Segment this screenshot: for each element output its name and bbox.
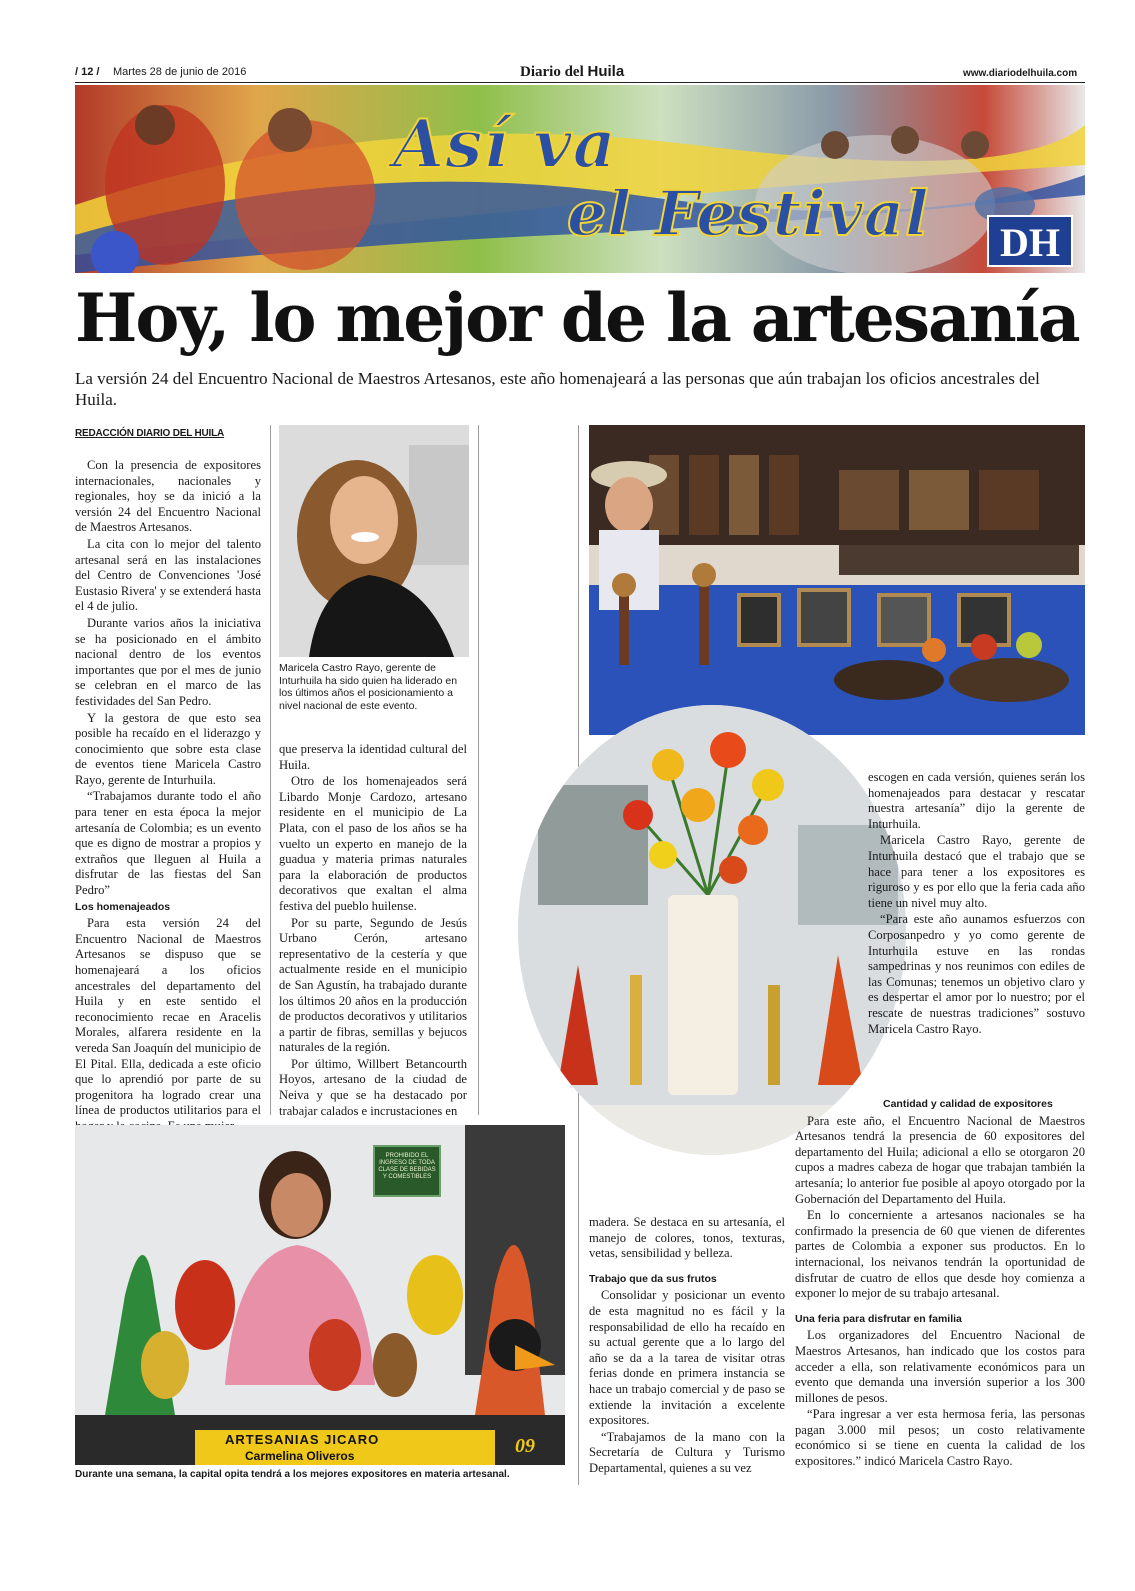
col3-subhead: Trabajo que da sus frutos (589, 1272, 717, 1285)
paper-name-a: Diario del (520, 64, 588, 80)
column-4 (868, 770, 1085, 1037)
col2-p4: Por último, Willbert Betancourth Hoyos, artesano de la ciudad de Neiva y que se ha destacado por trabajar calados e incrustaciones en (279, 1056, 467, 1118)
col1-subhead: Los homenajeados (75, 900, 171, 913)
col3-p3: “Trabajamos de la mano con la Secretaría de Cultura y Turismo Departamental, quienes a su vez (589, 1429, 785, 1475)
headline: Hoy, lo mejor de la artesanía (75, 279, 1079, 357)
column-4-lower (795, 1097, 1085, 1470)
col1-p3: Durante varios años la iniciativa se ha posicionado en el ámbito nacional dentro de los eventos importantes que por el mes de junio se celebran en el marco de las festividades del San Pedro. (75, 615, 261, 708)
paper-name (520, 63, 624, 81)
col2-p1: que preserva la identidad cultural del Huila. (279, 742, 467, 772)
page-date: Martes 28 de junio de 2016 (113, 66, 247, 78)
banner-title-line1: Así va (393, 105, 617, 183)
column-2 (279, 742, 467, 1119)
stall-photo (589, 425, 1085, 735)
stall-scene (589, 425, 1085, 735)
portrait-figure (279, 425, 469, 657)
website: www.diariodelhuila.com (963, 68, 1078, 79)
col2-p2: Otro de los homenajeados será Libardo Monje Cardozo, artesano residente en el municipio de La Plata, con el paso de los años se ha vuelto un experto en manejo de la guadua y materia primas naturales para la elaboración de productos decorativos que exaltan el alma festiva del pueblo huilense. (279, 774, 467, 913)
col1-p5: “Trabajamos durante todo el año para tener en esta época la mejor artesanía de Colombia; es un evento que es digno de mostrar a propios y extraños que lleguen al Huila a disfrutar de las fiestas del San Pedro” (75, 789, 261, 898)
no-food-sign: PROHIBIDO EL INGRESO DE TODA CLASE DE BEBIDAS Y COMESTIBLES (373, 1145, 441, 1197)
column-divider-2 (478, 425, 479, 1115)
artisan-photo (75, 1125, 565, 1465)
header-rule (75, 82, 1085, 83)
flowers-photo (518, 705, 906, 1155)
col1-p2: La cita con lo mejor del talento artesanal será en las instalaciones del Centro de Convenciones 'José Eustasio Rivera' y se extenderá hasta el 4 de julio. (75, 536, 261, 614)
col4-subhead-1: Cantidad y calidad de expositores (883, 1098, 1053, 1110)
page-number: / 12 / (75, 66, 100, 78)
banner-title-line2: el Festival (567, 177, 930, 250)
flowers-scene (518, 705, 906, 1155)
col4-subhead-2: Una feria para disfrutar en familia (795, 1312, 962, 1325)
column-1 (75, 458, 261, 1135)
artisan-scene (75, 1125, 565, 1465)
col4-p1: escogen en cada versión, quienes serán los homenajeados para destacar y rescatar nuestra artesanía” dijo la gerente de Inturhuila. (868, 770, 1085, 831)
artisan-caption: Durante una semana, la capital opita tendrá a los mejores expositores en materia artesanal. (75, 1469, 510, 1480)
column-3 (589, 1215, 785, 1477)
paper-name-b: Huila (587, 63, 625, 80)
col4-p4: Para este año, el Encuentro Nacional de Maestros Artesanos tendrá la presencia de 60 expositores del departamento del Huila; adicional a ello se otorgaron 20 cupos a madres cabeza de hogar que trabajan también la artesanía; lo anterior fue posible al apoyo otorgado por la Gobernación del Departamento del Huila. (795, 1113, 1085, 1206)
portrait-caption: Maricela Castro Rayo, gerente de Inturhuila ha sido quien ha liderado en los últimos años el posicionamiento a nivel nacional de este evento. (279, 662, 458, 712)
lead-paragraph: La versión 24 del Encuentro Nacional de Maestros Artesanos, este año homenajeará a las personas que aún trabajan los oficios ancestrales del Huila. (75, 369, 1040, 409)
stand-label-2: Carmelina Oliveros (245, 1449, 355, 1463)
col1-p4: Y la gestora de que esto sea posible ha recaído en el liderazgo y conocimiento que sobre esta clase de eventos tiene Maricela Castro Rayo, gerente de Inturhuila. (75, 710, 261, 787)
portrait-photo (279, 425, 469, 657)
col3-p2: Consolidar y posicionar un evento de esta magnitud no es fácil y la responsabilidad de ello ha recaído en su actual gerente que a lo largo del año se da a la tarea de visitar otras ferias donde en primera instancia se hace un trabajo comercial y de paso se extiende la invitación a excelente expositores. (589, 1288, 785, 1428)
column-divider-1 (270, 425, 271, 1115)
col4-p7: “Para ingresar a ver esta hermosa feria, las personas pagan 3.000 mil pesos; un costo relativamente económico si se tiene en cuenta la calidad de los expositores.” indicó Maricela Castro Rayo. (795, 1407, 1085, 1469)
col4-p6: Los organizadores del Encuentro Nacional de Maestros Artesanos, han indicado que los costos para acceder a ella, son relativamente económicos para un evento que demanda una inversión superior a los 300 millones de pesos. (795, 1328, 1085, 1405)
col2-p3: Por su parte, Segundo de Jesús Urbano Cerón, artesano representativo de la cestería y que actualmente reside en el municipio de San Agustín, ha trabajado durante los últimos 20 años en la producción de productos decorativos y utilitarios a partir de fibras, semillas y bejucos naturales de la región. (279, 915, 467, 1055)
col1-p6: Para esta versión 24 del Encuentro Nacional de Maestros Artesanos se dispuso que se homenajeará a los oficios ancestrales del departamento del Huila y en este sentido el reconocimiento recae en Aracelis Morales, alfarera residente en la vereda San Joaquín del municipio de El Pital. Ella, dedicada a este oficio que lo aprendió por parte de su progenitora ha logrado crear una línea de productos utilitarios para el (75, 916, 261, 1118)
col4-p5: En lo concerniente a artesanos nacionales se ha confirmado la presencia de 60 que vienen de diferentes partes de Colombia a exponer sus productos. En lo internacional, los neivanos tendrán la oportunidad de disfrutar de cuatro de ellos que desde hoy comienza a exponer lo mejor de su trabajo artesanal. (795, 1208, 1085, 1301)
col3-p1: madera. Se destaca en su artesanía, el manejo de colores, tonos, texturas, vetas, sensibilidad y belleza. (589, 1215, 785, 1261)
byline: REDACCIÓN DIARIO DEL HUILA (75, 428, 225, 439)
dh-logo: DH (987, 215, 1073, 267)
col4-p2: Maricela Castro Rayo, gerente de Inturhuila destacó que el trabajo que se hace para tener a los expositores es riguroso y es por ello que la feria cada año tiene un nivel muy alto. (868, 833, 1085, 910)
col4-p3: “Para este año aunamos esfuerzos con Corposanpedro y yo como gerente de Inturhuila estuve en las rondas sampedrinas y nos reunimos con ediles de las Comunas; tenemos un objetivo claro y es despertar el amor por lo nuestro; por el rescate de nuestras tradiciones” sostuvo Maricela Castro Rayo. (868, 912, 1085, 1036)
stand-number: 09 (515, 1435, 535, 1457)
stand-label-1: ARTESANIAS JICARO (225, 1432, 380, 1447)
col1-p1: Con la presencia de expositores internacionales, nacionales y regionales, hoy se da inició a la versión 24 del Encuentro Nacional de Maestros Artesanos. (75, 458, 261, 535)
festival-banner (75, 85, 1085, 273)
